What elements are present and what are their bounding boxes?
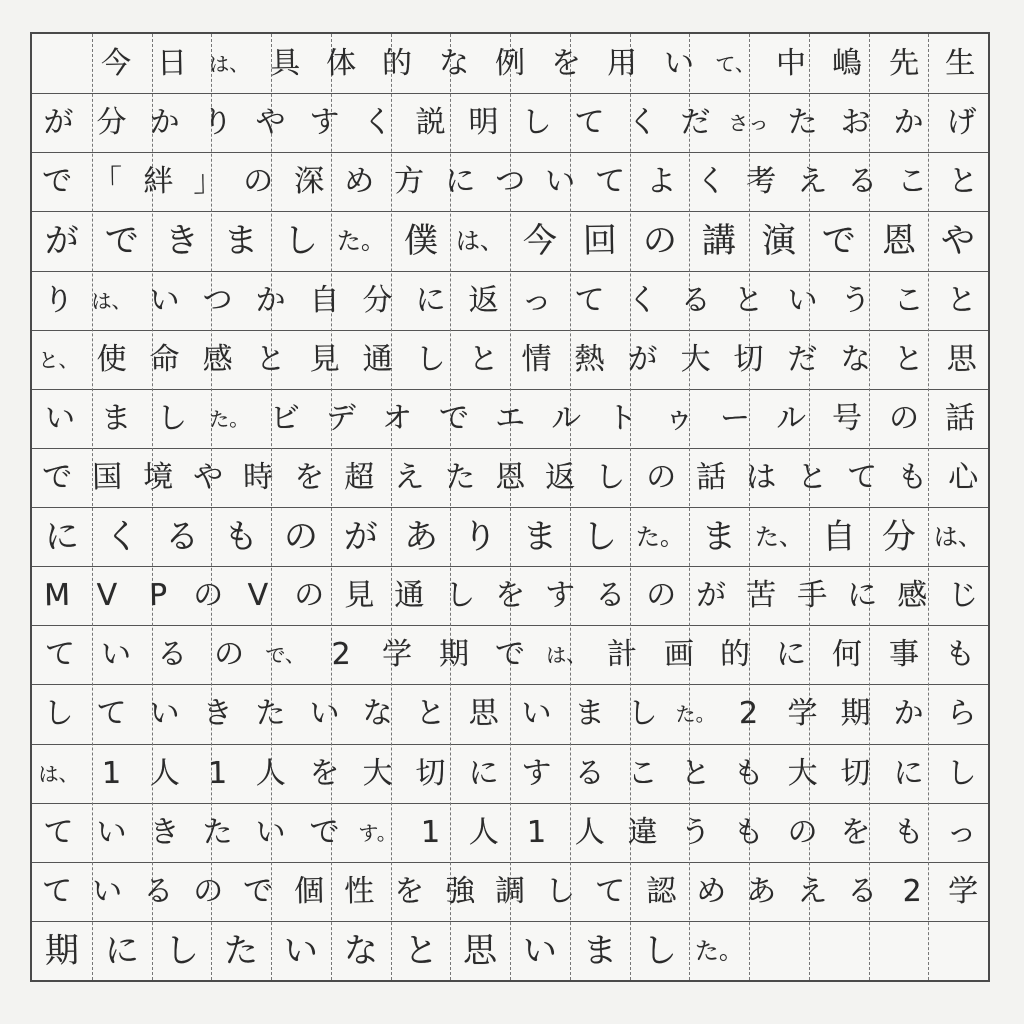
manuscript-char: て (595, 163, 626, 200)
manuscript-char: い (92, 873, 123, 909)
manuscript-char: く (627, 104, 659, 140)
manuscript-char: を (839, 813, 871, 850)
manuscript-char: し (946, 754, 977, 791)
manuscript-char: い (149, 281, 181, 318)
manuscript-char: き (149, 813, 181, 850)
manuscript-char: て (574, 281, 605, 318)
manuscript-char: 恩 (881, 220, 916, 262)
manuscript-char: 考 (746, 163, 777, 200)
manuscript-char: た (223, 930, 259, 971)
manuscript-char: も (944, 636, 976, 673)
manuscript-char: ま (582, 930, 617, 971)
manuscript-char: こ (627, 754, 659, 791)
manuscript-char: と (415, 695, 446, 732)
manuscript-char: が (43, 104, 74, 140)
manuscript-char: と (403, 930, 438, 971)
manuscript-char (31, 34, 88, 94)
manuscript-char: 」 (192, 163, 224, 200)
manuscript-char: を (293, 459, 325, 495)
manuscript-char: な (438, 45, 470, 81)
manuscript-char: 事 (888, 636, 919, 673)
manuscript-char: 思 (946, 340, 977, 377)
manuscript-char: た。 (336, 226, 385, 256)
manuscript-char: る (164, 516, 199, 557)
manuscript-char: し (283, 220, 319, 262)
manuscript-char: 返 (468, 281, 499, 318)
manuscript-char: 学 (382, 636, 413, 673)
manuscript-char: い (96, 813, 127, 850)
manuscript-char: と (468, 340, 499, 377)
manuscript-char: る (846, 163, 878, 200)
manuscript-char: は、 (455, 226, 505, 256)
manuscript-char: っ (521, 281, 552, 318)
manuscript-char: で (494, 636, 526, 673)
manuscript-char: に (775, 636, 807, 673)
manuscript-char: だ (680, 104, 712, 140)
manuscript-char: 分 (96, 104, 127, 140)
manuscript-char: は、 (208, 51, 250, 76)
manuscript-char: 切 (733, 340, 765, 377)
manuscript-char: ま (223, 220, 259, 262)
manuscript-char: の (243, 163, 274, 200)
manuscript-char: し (415, 340, 446, 377)
manuscript-char: 分 (361, 281, 393, 318)
manuscript-char: を (394, 873, 425, 909)
manuscript-char: よ (645, 163, 677, 200)
manuscript-char: し (545, 873, 576, 909)
manuscript-char: ル (550, 400, 582, 436)
manuscript-char: 情 (521, 340, 552, 377)
manuscript-char: 自 (821, 516, 856, 557)
manuscript-char: 方 (394, 163, 425, 200)
manuscript-char: と (796, 459, 828, 495)
manuscript-char: 具 (269, 45, 301, 81)
manuscript-char: と (680, 754, 712, 791)
manuscript-char: 強 (444, 873, 475, 909)
manuscript-char: で (438, 400, 470, 436)
manuscript-char: 1 (101, 754, 122, 791)
manuscript-char: 通 (361, 340, 393, 377)
manuscript-char: し (627, 695, 659, 732)
manuscript-char: て (43, 813, 74, 850)
manuscript-char: 感 (202, 340, 234, 377)
manuscript-char: と (893, 340, 924, 377)
manuscript-char: 国 (92, 459, 123, 495)
manuscript-char: M (43, 577, 71, 613)
manuscript-char: デ (325, 400, 357, 436)
manuscript-char: え (796, 163, 828, 200)
manuscript-char: 2 (902, 873, 923, 909)
manuscript-char: す (521, 754, 552, 791)
manuscript-char: こ (897, 163, 928, 200)
manuscript-char: 命 (149, 340, 181, 377)
manuscript-char: 時 (243, 459, 274, 495)
manuscript-char: 絆 (142, 163, 174, 200)
manuscript-char: あ (746, 873, 777, 909)
manuscript-char: の (192, 873, 224, 909)
manuscript-char: の (213, 636, 245, 673)
manuscript-char: い (255, 813, 287, 850)
manuscript-char: 大 (361, 754, 393, 791)
manuscript-char: こ (893, 281, 924, 318)
manuscript-char: 今 (522, 220, 558, 262)
manuscript-char: る (574, 754, 605, 791)
manuscript-char: め (695, 873, 727, 909)
manuscript-sheet (30, 32, 990, 982)
manuscript-char: 用 (607, 45, 638, 81)
manuscript-char: 今 (101, 45, 132, 81)
manuscript-char: 話 (695, 459, 727, 495)
manuscript-char: が (695, 577, 727, 613)
manuscript-char: し (521, 104, 552, 140)
manuscript-char: て (44, 636, 76, 673)
manuscript-char: も (733, 813, 765, 850)
manuscript-char: と、 (38, 346, 79, 372)
manuscript-char: が (627, 340, 659, 377)
manuscript-char: と (255, 340, 287, 377)
manuscript-char: 切 (839, 754, 871, 791)
manuscript-char: 人 (255, 754, 287, 791)
manuscript-char: る (157, 636, 188, 673)
manuscript-char: に (893, 754, 924, 791)
manuscript-char: し (582, 516, 617, 557)
manuscript-char: 自 (308, 281, 340, 318)
manuscript-char: は、 (933, 522, 983, 551)
manuscript-char: い (149, 695, 181, 732)
manuscript-char: い (521, 695, 552, 732)
manuscript-char: 何 (832, 636, 863, 673)
manuscript-char: ま (574, 695, 605, 732)
manuscript-char: な (839, 340, 871, 377)
manuscript-char: き (202, 695, 234, 732)
manuscript-char: た。 (675, 701, 717, 727)
manuscript-char: 1 (208, 754, 228, 791)
manuscript-char: う (839, 281, 871, 318)
manuscript-char: 生 (944, 45, 976, 81)
manuscript-char: す (308, 104, 340, 140)
manuscript-char: で (41, 163, 73, 200)
manuscript-char: の (645, 459, 677, 495)
manuscript-char: と (946, 281, 977, 318)
manuscript-char: か (893, 695, 924, 732)
manuscript-char: た、 (754, 522, 804, 551)
manuscript-char: 期 (438, 636, 470, 673)
manuscript-char: を (308, 754, 340, 791)
manuscript-char: い (101, 636, 132, 673)
manuscript-char: 講 (701, 220, 737, 262)
manuscript-char: る (142, 873, 174, 909)
manuscript-char: 中 (775, 45, 807, 81)
manuscript-char: て (595, 873, 626, 909)
manuscript-char: 計 (607, 636, 638, 673)
manuscript-char: 先 (888, 45, 919, 81)
manuscript-char: 熱 (574, 340, 605, 377)
manuscript-char: オ (382, 400, 413, 436)
manuscript-char: く (695, 163, 727, 200)
manuscript-char: 苦 (746, 577, 777, 613)
manuscript-char: 例 (494, 45, 526, 81)
manuscript-char: つ (494, 163, 526, 200)
manuscript-char: り (43, 281, 74, 318)
manuscript-char: の (192, 577, 224, 613)
manuscript-char: に (444, 163, 475, 200)
manuscript-char: え (796, 873, 828, 909)
manuscript-char: す (545, 577, 576, 613)
manuscript-char: が (343, 516, 378, 557)
manuscript-char: 学 (786, 695, 818, 732)
manuscript-char: で (243, 873, 274, 909)
manuscript-char: な (361, 695, 393, 732)
manuscript-char: 2 (739, 695, 759, 732)
manuscript-char: 嶋 (832, 45, 863, 81)
manuscript-char: 「 (92, 163, 123, 200)
manuscript-char: 思 (468, 695, 499, 732)
manuscript-char: V (247, 577, 269, 613)
manuscript-char: に (104, 930, 139, 971)
manuscript-char: て (574, 104, 605, 140)
manuscript-char: 感 (897, 577, 928, 613)
manuscript-char: 学 (947, 873, 979, 909)
manuscript-char: に (415, 281, 446, 318)
manuscript-char: た。 (694, 936, 744, 965)
manuscript-char: 違 (627, 813, 659, 850)
manuscript-char: て (846, 459, 878, 495)
manuscript-char: に (44, 516, 80, 557)
manuscript-char: で (821, 220, 856, 262)
manuscript-char: 見 (308, 340, 340, 377)
manuscript-char: ま (522, 516, 558, 557)
manuscript-char: て (41, 873, 73, 909)
manuscript-char: で (41, 459, 73, 495)
manuscript-char: 画 (663, 636, 694, 673)
manuscript-char: 心 (947, 459, 979, 495)
manuscript-char: 日 (157, 45, 188, 81)
manuscript-char: た。 (635, 522, 684, 551)
manuscript-char: ト (607, 400, 638, 436)
manuscript-char: が (44, 220, 80, 262)
manuscript-char: 境 (142, 459, 174, 495)
manuscript-char: の (283, 516, 319, 557)
manuscript-char: ま (701, 516, 737, 557)
manuscript-char: さっ (728, 110, 770, 136)
manuscript-char: た (786, 104, 818, 140)
manuscript-char: て (96, 695, 127, 732)
manuscript-char: と (947, 163, 979, 200)
manuscript-char: で (104, 220, 139, 262)
manuscript-char: く (627, 281, 659, 318)
manuscript-char: 通 (394, 577, 425, 613)
manuscript-char: ま (101, 400, 132, 436)
manuscript-char: は、 (546, 642, 587, 668)
manuscript-char: い (44, 400, 76, 436)
manuscript-char: の (786, 813, 818, 850)
manuscript-char: い (522, 930, 558, 971)
manuscript-char: ら (946, 695, 977, 732)
manuscript-char: 調 (494, 873, 526, 909)
manuscript-char: 1 (526, 814, 547, 850)
manuscript-char: ー (719, 400, 751, 436)
manuscript-char: い (545, 163, 576, 200)
manuscript-char: た。 (208, 405, 250, 431)
manuscript-char: 見 (343, 577, 375, 613)
manuscript-char: は、 (91, 287, 132, 313)
manuscript-char: を (550, 45, 582, 81)
manuscript-char: 深 (293, 163, 325, 200)
manuscript-char: で (308, 813, 340, 850)
manuscript-char: し (444, 577, 475, 613)
manuscript-char: す。 (357, 819, 397, 845)
manuscript-char: め (343, 163, 375, 200)
manuscript-char: だ (786, 340, 818, 377)
manuscript-char: た (444, 459, 475, 495)
manuscript-char: 人 (574, 813, 605, 850)
manuscript-char: あ (403, 516, 438, 557)
manuscript-char: 思 (462, 930, 498, 971)
manuscript-char: 認 (645, 873, 677, 909)
manuscript-char: エ (494, 400, 526, 436)
manuscript-char: か (255, 281, 287, 318)
manuscript-char: 説 (415, 104, 446, 140)
manuscript-char: ル (775, 400, 807, 436)
manuscript-char: 返 (545, 459, 576, 495)
manuscript-char: は、 (38, 760, 79, 786)
manuscript-char: り (202, 104, 234, 140)
manuscript-char: た (255, 695, 287, 732)
manuscript-char: も (897, 459, 928, 495)
manuscript-char: る (680, 281, 712, 318)
manuscript-char: も (893, 813, 924, 850)
manuscript-char: P (148, 577, 168, 613)
manuscript-char: も (733, 754, 765, 791)
manuscript-char: 2 (331, 636, 352, 672)
manuscript-char: 僕 (403, 220, 438, 262)
manuscript-char: で、 (265, 642, 306, 668)
manuscript-char: お (839, 104, 871, 140)
manuscript-char: し (595, 459, 626, 495)
manuscript-char: も (223, 516, 259, 557)
manuscript-char: 号 (832, 400, 863, 436)
manuscript-char: や (940, 220, 976, 262)
manuscript-char: 人 (149, 754, 181, 791)
manuscript-char: 的 (719, 636, 751, 673)
manuscript-char: じ (947, 577, 979, 613)
manuscript-char: や (255, 104, 287, 140)
manuscript-char: 大 (680, 340, 712, 377)
manuscript-char: ビ (269, 400, 301, 436)
manuscript-char: し (157, 400, 188, 436)
manuscript-char: 手 (796, 577, 828, 613)
manuscript-char: か (149, 104, 181, 140)
manuscript-char: り (462, 516, 498, 557)
manuscript-char: げ (946, 104, 977, 140)
manuscript-char: を (494, 577, 526, 613)
manuscript-char: き (164, 220, 199, 262)
manuscript-char: い (283, 930, 319, 971)
manuscript-char: つ (202, 281, 234, 318)
manuscript-char: 大 (786, 754, 818, 791)
manuscript-char: く (361, 104, 393, 140)
manuscript-char: の (293, 577, 325, 613)
manuscript-char: 話 (944, 400, 976, 436)
manuscript-char: の (645, 577, 677, 613)
manuscript-char: っ (946, 813, 977, 850)
manuscript-char: 演 (761, 220, 797, 262)
manuscript-char: い (663, 45, 694, 81)
manuscript-char: 期 (44, 930, 80, 971)
manuscript-char: か (893, 104, 924, 140)
manuscript-char: や (192, 459, 224, 495)
manuscript-char: は (746, 459, 777, 495)
manuscript-char: 恩 (494, 459, 526, 495)
manuscript-char: し (43, 695, 74, 732)
manuscript-char: に (846, 577, 878, 613)
manuscript-char: 回 (582, 220, 617, 262)
manuscript-char: し (164, 930, 199, 971)
manuscript-char: し (642, 930, 677, 971)
manuscript-char: 人 (468, 813, 499, 850)
manuscript-char: る (846, 873, 878, 909)
manuscript-char: 超 (343, 459, 375, 495)
manuscript-char: と (733, 281, 765, 318)
manuscript-char: V (96, 577, 119, 613)
manuscript-char: な (343, 930, 378, 971)
manuscript-char: 1 (420, 814, 441, 850)
manuscript-char: て、 (714, 51, 755, 76)
manuscript-char: た (202, 813, 234, 850)
manuscript-char: の (642, 220, 677, 262)
manuscript-char: 個 (293, 873, 325, 909)
manuscript-char: え (394, 459, 425, 495)
manuscript-char: 明 (468, 104, 499, 140)
manuscript-char: 性 (343, 873, 375, 909)
manuscript-char: い (308, 695, 340, 732)
manuscript-char: い (786, 281, 818, 318)
manuscript-char: く (104, 516, 139, 557)
manuscript-char: う (680, 813, 712, 850)
manuscript-char: る (595, 577, 626, 613)
manuscript-char: の (888, 400, 919, 436)
manuscript-char: ゥ (663, 400, 694, 436)
manuscript-char: に (468, 754, 499, 791)
manuscript-char: 体 (325, 45, 357, 81)
manuscript-char: 切 (415, 754, 446, 791)
manuscript-char: 的 (382, 45, 413, 81)
manuscript-char: 分 (881, 516, 916, 557)
manuscript-char: 使 (96, 340, 127, 377)
manuscript-char: 期 (839, 695, 871, 732)
